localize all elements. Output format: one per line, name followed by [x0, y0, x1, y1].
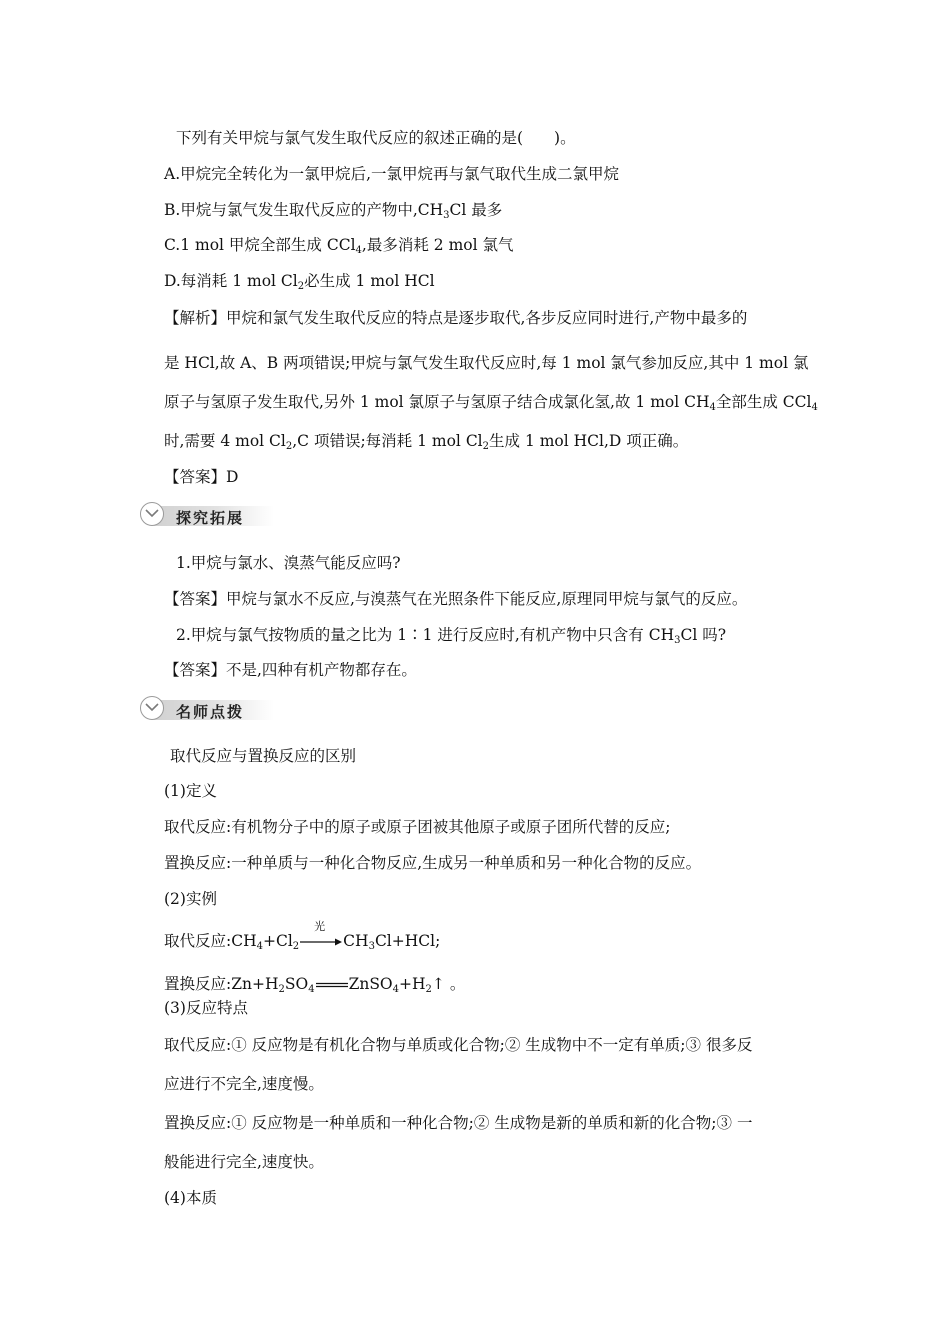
section-features: (3)反应特点 — [164, 999, 248, 1017]
example-replacement-equation: 置换反应$:Zn+H_2SO_4$ $ZnSO_4+H_2↑$ 。 — [164, 975, 466, 995]
chevron-down-icon — [140, 502, 164, 526]
explore-answer-2: 【答案】不是,四种有机产物都存在。 — [164, 661, 417, 679]
answer-line: 【答案】D — [164, 468, 239, 486]
features-replacement-line-2: 般能进行完全,速度快。 — [164, 1153, 324, 1171]
reaction-arrow-icon: 光 — [299, 934, 343, 950]
definition-substitution: 取代反应:有机物分子中的原子或原子团被其他原子或原子团所代替的反应; — [164, 818, 671, 836]
option-a: A.甲烷完全转化为一氯甲烷后,一氯甲烷再与氯气取代生成二氯甲烷 — [164, 165, 620, 183]
section-essence: (4)本质 — [164, 1189, 217, 1207]
features-substitution-line-1: 取代反应:① 反应物是有机化合物与单质或化合物;② 生成物中不一定有单质;③ 很多反 — [164, 1036, 753, 1054]
teacher-section-header — [136, 694, 276, 724]
explore-question-2: 2.甲烷与氯气按物质的量之比为 1∶1 进行反应时,有机产物中只含有 $CH_3Cl$ 吗? — [176, 626, 727, 646]
analysis-line-3: 原子与氢原子发生取代,另外 1 mol 氯原子与氢原子结合成氯化氢,故 1 mol $CH_4$全部生成 CCl$_4$ — [164, 393, 818, 413]
explore-answer-1: 【答案】甲烷与氯水不反应,与溴蒸气在光照条件下能反应,原理同甲烷与氯气的反应。 — [164, 590, 748, 608]
analysis-line-2: 是 HCl,故 A、B 两项错误;甲烷与氯气发生取代反应时,每 1 mol 氯气参加反应,其中 1 mol 氯 — [164, 354, 809, 372]
chevron-down-icon — [140, 696, 164, 720]
option-c: C.1 mol 甲烷全部生成 CCl$_4$,最多消耗 2 mol 氯气 — [164, 236, 514, 256]
explore-section-header — [136, 500, 276, 530]
definition-replacement: 置换反应:一种单质与一种化合物反应,生成另一种单质和另一种化合物的反应。 — [164, 854, 702, 872]
equals-bar-icon — [315, 980, 349, 990]
option-b: B.甲烷与氯气发生取代反应的产物中$,CH_3Cl$ 最多 — [164, 201, 503, 221]
teacher-header-title: 名师点拨 — [176, 703, 245, 721]
example-substitution-equation: 取代反应$:CH_4+Cl_2$ 光 $CH_3Cl+HCl$; — [164, 920, 441, 952]
section-example: (2)实例 — [164, 890, 217, 908]
features-replacement-line-1: 置换反应:① 反应物是一种单质和一种化合物;② 生成物是新的单质和新的化合物;③ 一 — [164, 1114, 753, 1132]
teacher-title: 取代反应与置换反应的区别 — [170, 747, 357, 765]
analysis-line-1: 【解析】甲烷和氯气发生取代反应的特点是逐步取代,各步反应同时进行,产物中最多的 — [164, 309, 748, 327]
features-substitution-line-2: 应进行不完全,速度慢。 — [164, 1075, 324, 1093]
analysis-line-4: 时,需要 4 mol $Cl_2,C$ 项错误;每消耗 1 mol $Cl_2$生成 1 mol HCl,D 项正确。 — [164, 432, 689, 452]
explore-header-title: 探究拓展 — [176, 509, 245, 527]
section-definition: (1)定义 — [164, 782, 217, 800]
option-d: D.每消耗 1 mol $Cl_2$必生成 1 mol HCl — [164, 272, 435, 292]
explore-question-1: 1.甲烷与氯水、溴蒸气能反应吗? — [176, 554, 401, 572]
question-stem: 下列有关甲烷与氯气发生取代反应的叙述正确的是( )。 — [176, 129, 576, 147]
